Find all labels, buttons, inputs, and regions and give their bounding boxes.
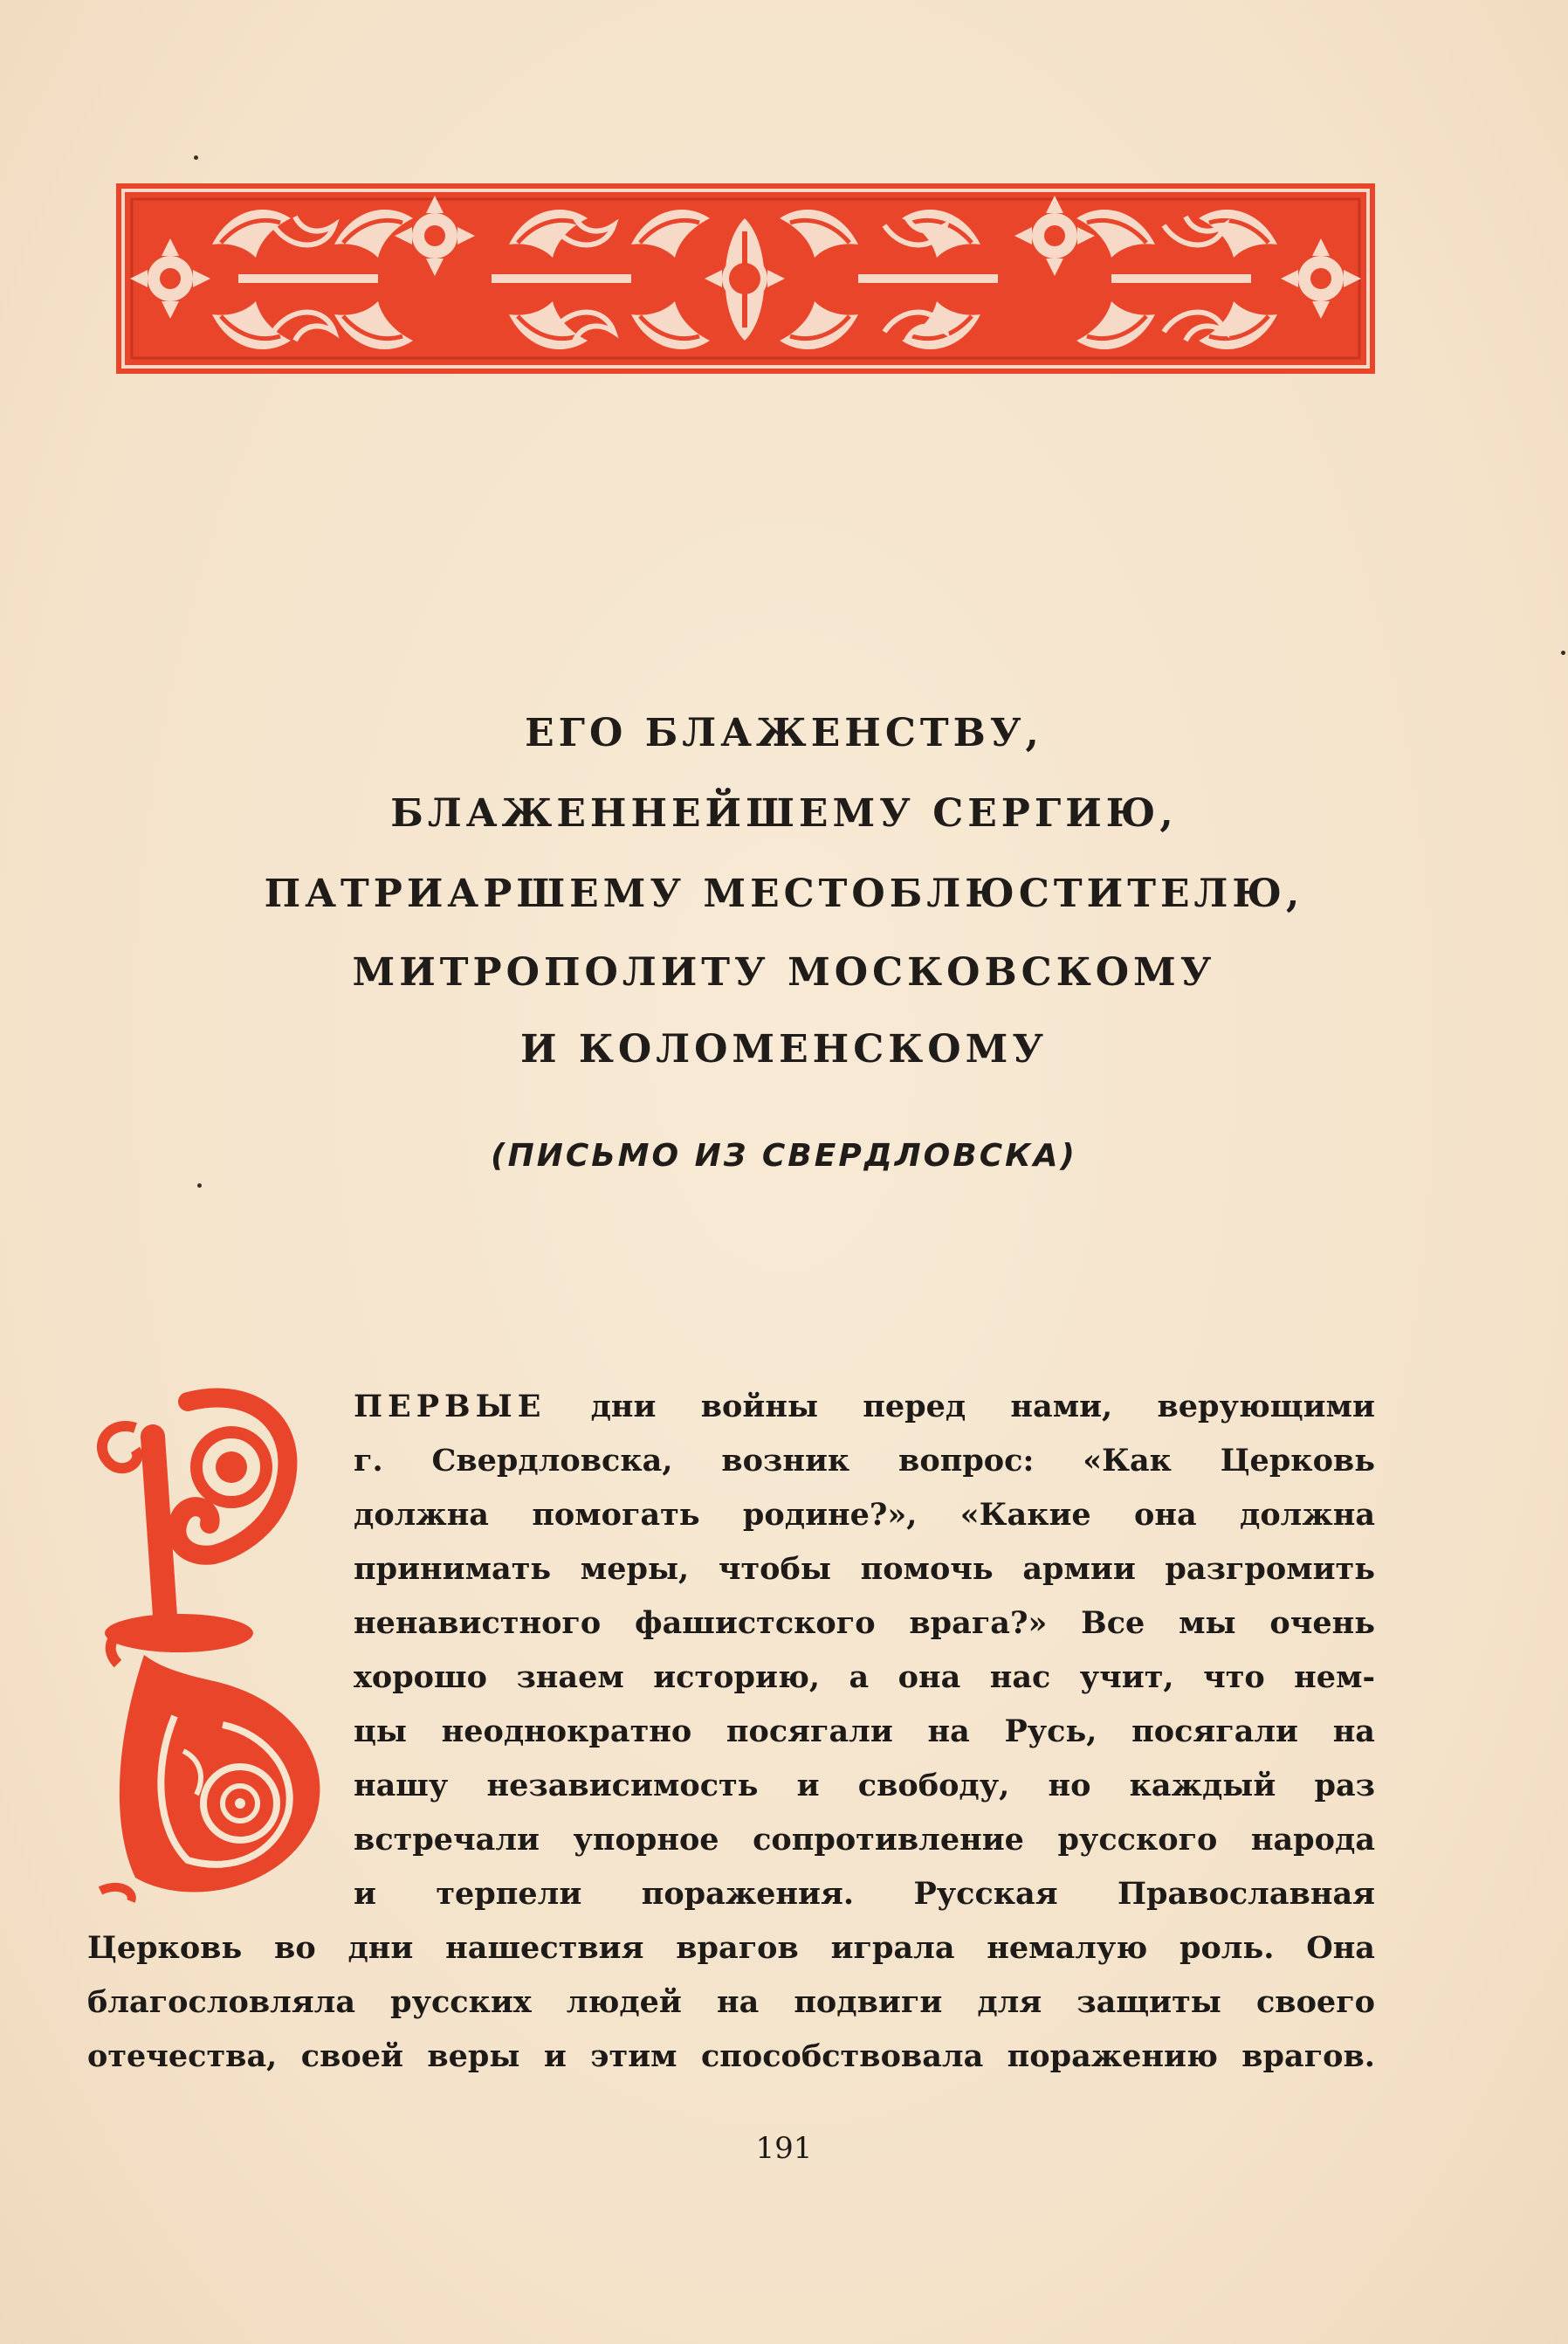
drop-cap-initial bbox=[83, 1367, 340, 1904]
heading-line-2: БЛАЖЕННЕЙШЕМУ СЕРГИЮ, bbox=[390, 791, 1178, 836]
body-line-4: принимать меры, чтобы помочь армии разгромить bbox=[354, 1551, 1375, 1587]
body-line-13: отечества, своей веры и этим способствовала поражению врагов. bbox=[87, 2038, 1375, 2074]
body-line-6: хорошо знаем историю, а она нас учит, что нем- bbox=[354, 1659, 1375, 1695]
heading-line-3: ПАТРИАРШЕМУ МЕСТОБЛЮСТИТЕЛЮ, bbox=[264, 872, 1304, 916]
body-line-12: благословляла русских людей на подвиги для защиты своего bbox=[87, 1984, 1375, 2020]
drop-cap-letter: В bbox=[83, 1367, 84, 1368]
body-line-7: цы неоднократно посягали на Русь, посягали на bbox=[354, 1713, 1375, 1749]
paper-speck bbox=[194, 155, 198, 160]
heading-line-4: МИТРОПОЛИТУ МОСКОВСКОМУ bbox=[352, 950, 1216, 995]
body-line-8: нашу независимость и свободу, но каждый раз bbox=[354, 1768, 1375, 1803]
heading-line-5: И КОЛОМЕНСКОМУ bbox=[519, 1027, 1049, 1072]
paper-speck bbox=[197, 1183, 202, 1188]
paper-speck bbox=[1561, 651, 1565, 655]
heading-line-1: ЕГО БЛАЖЕНСТВУ, bbox=[525, 711, 1043, 755]
body-line-10: и терпели поражения. Русская Православная bbox=[354, 1876, 1375, 1912]
body-line-3: должна помогать родине?», «Какие она должна bbox=[354, 1497, 1375, 1533]
ornamental-headpiece bbox=[116, 183, 1375, 374]
body-line-2: г. Свердловска, возник вопрос: «Как Церковь bbox=[354, 1443, 1375, 1479]
letter-subtitle: (ПИСЬМО ИЗ СВЕРДЛОВСКА) bbox=[491, 1138, 1077, 1174]
first-word: ПЕРВЫЕ bbox=[354, 1389, 547, 1424]
body-line-5: ненавистного фашистского врага?» Все мы очень bbox=[354, 1605, 1375, 1641]
body-line-11: Церковь во дни нашествия врагов играла немалую роль. Она bbox=[87, 1930, 1375, 1966]
body-line-9: встречали упорное сопротивление русского народа bbox=[354, 1822, 1375, 1858]
body-line-1 bbox=[354, 1391, 1375, 1422]
page-number: 191 bbox=[755, 2131, 813, 2166]
body-line-1-text: дни войны перед нами, верующими bbox=[590, 1389, 1375, 1424]
